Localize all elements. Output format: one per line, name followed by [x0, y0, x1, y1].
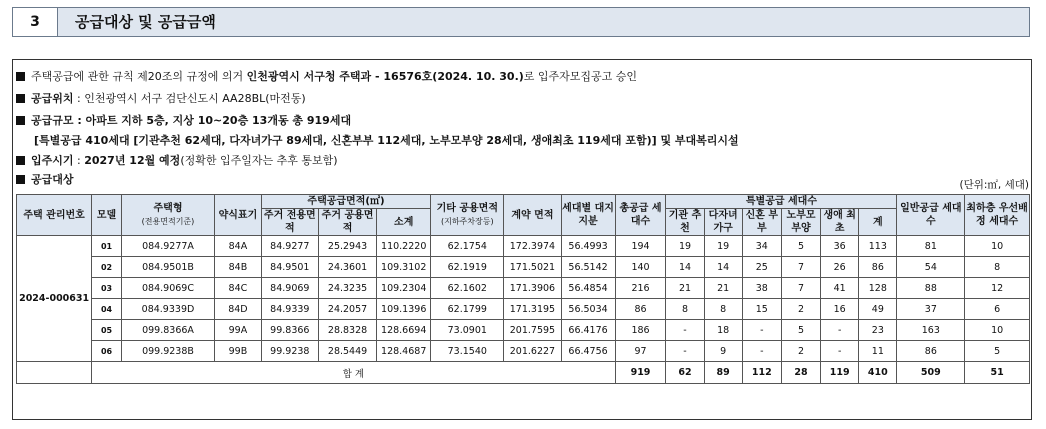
cell-common: 24.2057 — [318, 299, 376, 320]
complex-id: 2024-000631 — [17, 236, 92, 362]
cell-land: 66.4176 — [561, 320, 615, 341]
cell-other: 62.1919 — [431, 257, 504, 278]
intro-line-location — [16, 92, 306, 106]
intro-line-special — [34, 134, 739, 148]
cell-abbr: 84D — [215, 299, 262, 320]
cell-elderly: 2 — [781, 341, 820, 362]
cell-common: 24.3235 — [318, 278, 376, 299]
cell-newlywed: - — [742, 341, 781, 362]
cell-lowest: 6 — [965, 299, 1030, 320]
table-row — [17, 320, 1030, 341]
header-contract: 계약 면적 — [504, 195, 561, 236]
cell-model: 05 — [92, 320, 122, 341]
total-lowest: 51 — [965, 362, 1030, 384]
cell-lowest: 5 — [965, 341, 1030, 362]
movein-colon: : — [73, 154, 85, 167]
cell-first: 16 — [821, 299, 859, 320]
target-label: 공급대상 — [31, 173, 74, 186]
cell-total: 86 — [615, 299, 666, 320]
cell-multi: 19 — [704, 236, 742, 257]
cell-subtotal: 109.2304 — [377, 278, 431, 299]
section-header — [12, 7, 1030, 37]
cell-model: 02 — [92, 257, 122, 278]
table-body — [17, 236, 1030, 384]
movein-note: (정확한 입주일자는 추후 통보함) — [180, 154, 338, 167]
total-general: 509 — [897, 362, 965, 384]
cell-type: 099.8366A — [121, 320, 214, 341]
header-general: 일반공급 세대수 — [897, 195, 965, 236]
scale-value: : 아파트 지하 5층, 지상 10~20층 13개동 총 919세대 — [73, 114, 352, 127]
cell-subtotal: 128.4687 — [377, 341, 431, 362]
cell-subtotal: 110.2220 — [377, 236, 431, 257]
cell-model: 04 — [92, 299, 122, 320]
cell-exclusive: 84.9277 — [261, 236, 318, 257]
cell-multi: 8 — [704, 299, 742, 320]
cell-total: 140 — [615, 257, 666, 278]
cell-land: 66.4756 — [561, 341, 615, 362]
content-box — [12, 59, 1032, 420]
header-sum: 계 — [859, 209, 897, 236]
header-area-group: 주택공급면적(㎡) — [261, 195, 431, 209]
table-row — [17, 341, 1030, 362]
header-subtotal: 소계 — [377, 209, 431, 236]
header-type-sub: (전용면적기준) — [141, 217, 195, 226]
total-label: 합 계 — [92, 362, 615, 384]
cell-abbr: 84B — [215, 257, 262, 278]
cell-type: 084.9069C — [121, 278, 214, 299]
cell-common: 28.8328 — [318, 320, 376, 341]
table-row — [17, 257, 1030, 278]
total-supply: 919 — [615, 362, 666, 384]
cell-exclusive: 84.9339 — [261, 299, 318, 320]
cell-model: 03 — [92, 278, 122, 299]
cell-other: 62.1602 — [431, 278, 504, 299]
special-supply-breakdown: [특별공급 410세대 [기관추천 62세대, 다자녀가구 89세대, 신혼부부 112세대, 노부모부양 28세대, 생애최초 119세대 포함)] 및 부대복리시설 — [34, 134, 739, 147]
total-multi: 89 — [704, 362, 742, 384]
cell-first: - — [821, 341, 859, 362]
cell-general: 163 — [897, 320, 965, 341]
intro-line-movein — [16, 154, 338, 168]
cell-multi: 14 — [704, 257, 742, 278]
cell-elderly: 5 — [781, 236, 820, 257]
header-total-supply: 총공급 세대수 — [615, 195, 666, 236]
header-other-label: 기타 공용면적 — [436, 203, 499, 214]
cell-type: 099.9238B — [121, 341, 214, 362]
intro-line-scale — [16, 114, 351, 128]
header-newlywed: 신혼 부부 — [742, 209, 781, 236]
cell-sum: 128 — [859, 278, 897, 299]
cell-other: 73.0901 — [431, 320, 504, 341]
header-elderly: 노부모 부양 — [781, 209, 820, 236]
approval-prefix: 주택공급에 관한 규칙 제20조의 규정에 의거 — [31, 70, 247, 83]
cell-elderly: 7 — [781, 278, 820, 299]
cell-total: 216 — [615, 278, 666, 299]
total-agency: 62 — [666, 362, 704, 384]
cell-contract: 201.7595 — [504, 320, 561, 341]
cell-newlywed: 15 — [742, 299, 781, 320]
movein-label: 입주시기 — [31, 154, 74, 167]
cell-exclusive: 84.9501 — [261, 257, 318, 278]
cell-elderly: 7 — [781, 257, 820, 278]
bullet-square-icon — [16, 116, 25, 125]
total-elderly: 28 — [781, 362, 820, 384]
table-row — [17, 299, 1030, 320]
cell-agency: - — [666, 341, 704, 362]
cell-land: 56.4993 — [561, 236, 615, 257]
total-newlywed: 112 — [742, 362, 781, 384]
header-abbr: 약식표기 — [215, 195, 262, 236]
bullet-square-icon — [16, 72, 25, 81]
approval-number: 인천광역시 서구청 주택과 - 16576호(2024. 10. 30.) — [246, 70, 524, 83]
cell-total: 186 — [615, 320, 666, 341]
cell-total: 194 — [615, 236, 666, 257]
cell-agency: 8 — [666, 299, 704, 320]
cell-model: 06 — [92, 341, 122, 362]
header-lowest: 최하층 우선배정 세대수 — [965, 195, 1030, 236]
bullet-square-icon — [16, 175, 25, 184]
cell-newlywed: 34 — [742, 236, 781, 257]
total-sum: 410 — [859, 362, 897, 384]
cell-model: 01 — [92, 236, 122, 257]
header-exclusive: 주거 전용면적 — [261, 209, 318, 236]
cell-abbr: 99B — [215, 341, 262, 362]
cell-agency: 19 — [666, 236, 704, 257]
cell-exclusive: 84.9069 — [261, 278, 318, 299]
cell-abbr: 84A — [215, 236, 262, 257]
cell-agency: - — [666, 320, 704, 341]
scale-label: 공급규모 — [31, 114, 74, 127]
cell-sum: 23 — [859, 320, 897, 341]
cell-sum: 86 — [859, 257, 897, 278]
cell-newlywed: - — [742, 320, 781, 341]
cell-lowest: 10 — [965, 320, 1030, 341]
cell-sum: 11 — [859, 341, 897, 362]
cell-first: 36 — [821, 236, 859, 257]
cell-exclusive: 99.9238 — [261, 341, 318, 362]
cell-type: 084.9277A — [121, 236, 214, 257]
cell-land: 56.5142 — [561, 257, 615, 278]
cell-sum: 49 — [859, 299, 897, 320]
cell-general: 54 — [897, 257, 965, 278]
cell-agency: 14 — [666, 257, 704, 278]
cell-first: 41 — [821, 278, 859, 299]
cell-multi: 18 — [704, 320, 742, 341]
cell-first: 26 — [821, 257, 859, 278]
table-row — [17, 278, 1030, 299]
cell-newlywed: 25 — [742, 257, 781, 278]
cell-general: 86 — [897, 341, 965, 362]
cell-lowest: 10 — [965, 236, 1030, 257]
section-title: 공급대상 및 공급금액 — [75, 13, 216, 31]
header-common: 주거 공용면적 — [318, 209, 376, 236]
cell-general: 81 — [897, 236, 965, 257]
header-first: 생애 최초 — [821, 209, 859, 236]
cell-sum: 113 — [859, 236, 897, 257]
header-type — [121, 195, 214, 236]
total-first: 119 — [821, 362, 859, 384]
unit-note: (단위:㎡, 세대) — [959, 179, 1029, 191]
cell-subtotal: 109.1396 — [377, 299, 431, 320]
header-type-label: 주택형 — [153, 203, 183, 214]
cell-multi: 21 — [704, 278, 742, 299]
cell-contract: 201.6227 — [504, 341, 561, 362]
cell-general: 37 — [897, 299, 965, 320]
location-value: : 인천광역시 서구 검단신도시 AA28BL(마전동) — [73, 92, 306, 105]
cell-contract: 171.3906 — [504, 278, 561, 299]
cell-subtotal: 109.3102 — [377, 257, 431, 278]
total-row — [17, 362, 1030, 384]
cell-elderly: 5 — [781, 320, 820, 341]
total-empty-cell — [17, 362, 92, 384]
header-multi: 다자녀 가구 — [704, 209, 742, 236]
header-land: 세대별 대지지분 — [561, 195, 615, 236]
header-model: 모델 — [92, 195, 122, 236]
cell-multi: 9 — [704, 341, 742, 362]
cell-lowest: 12 — [965, 278, 1030, 299]
cell-exclusive: 99.8366 — [261, 320, 318, 341]
cell-abbr: 84C — [215, 278, 262, 299]
section-number: 3 — [13, 8, 58, 36]
cell-agency: 21 — [666, 278, 704, 299]
cell-type: 084.9501B — [121, 257, 214, 278]
cell-contract: 172.3974 — [504, 236, 561, 257]
cell-subtotal: 128.6694 — [377, 320, 431, 341]
movein-date: 2027년 12월 예정 — [84, 154, 181, 167]
cell-contract: 171.3195 — [504, 299, 561, 320]
cell-lowest: 8 — [965, 257, 1030, 278]
cell-other: 62.1799 — [431, 299, 504, 320]
cell-common: 25.2943 — [318, 236, 376, 257]
cell-abbr: 99A — [215, 320, 262, 341]
bullet-square-icon — [16, 156, 25, 165]
cell-land: 56.5034 — [561, 299, 615, 320]
intro-line-target — [16, 173, 74, 187]
cell-common: 24.3601 — [318, 257, 376, 278]
table-row — [17, 236, 1030, 257]
cell-newlywed: 38 — [742, 278, 781, 299]
header-other — [431, 195, 504, 236]
cell-land: 56.4854 — [561, 278, 615, 299]
cell-total: 97 — [615, 341, 666, 362]
approval-suffix: 로 입주자모집공고 승인 — [523, 70, 638, 83]
supply-table — [16, 194, 1030, 384]
header-agency: 기관 추천 — [666, 209, 704, 236]
cell-elderly: 2 — [781, 299, 820, 320]
cell-contract: 171.5021 — [504, 257, 561, 278]
cell-general: 88 — [897, 278, 965, 299]
cell-other: 73.1540 — [431, 341, 504, 362]
header-complex-no: 주택 관리번호 — [17, 195, 92, 236]
header-other-sub: (지하주차장등) — [440, 217, 494, 226]
cell-type: 084.9339D — [121, 299, 214, 320]
location-label: 공급위치 — [31, 92, 74, 105]
header-special-group: 특별공급 세대수 — [666, 195, 897, 209]
cell-common: 28.5449 — [318, 341, 376, 362]
intro-line-approval — [16, 70, 637, 84]
cell-other: 62.1754 — [431, 236, 504, 257]
cell-first: - — [821, 320, 859, 341]
bullet-square-icon — [16, 94, 25, 103]
